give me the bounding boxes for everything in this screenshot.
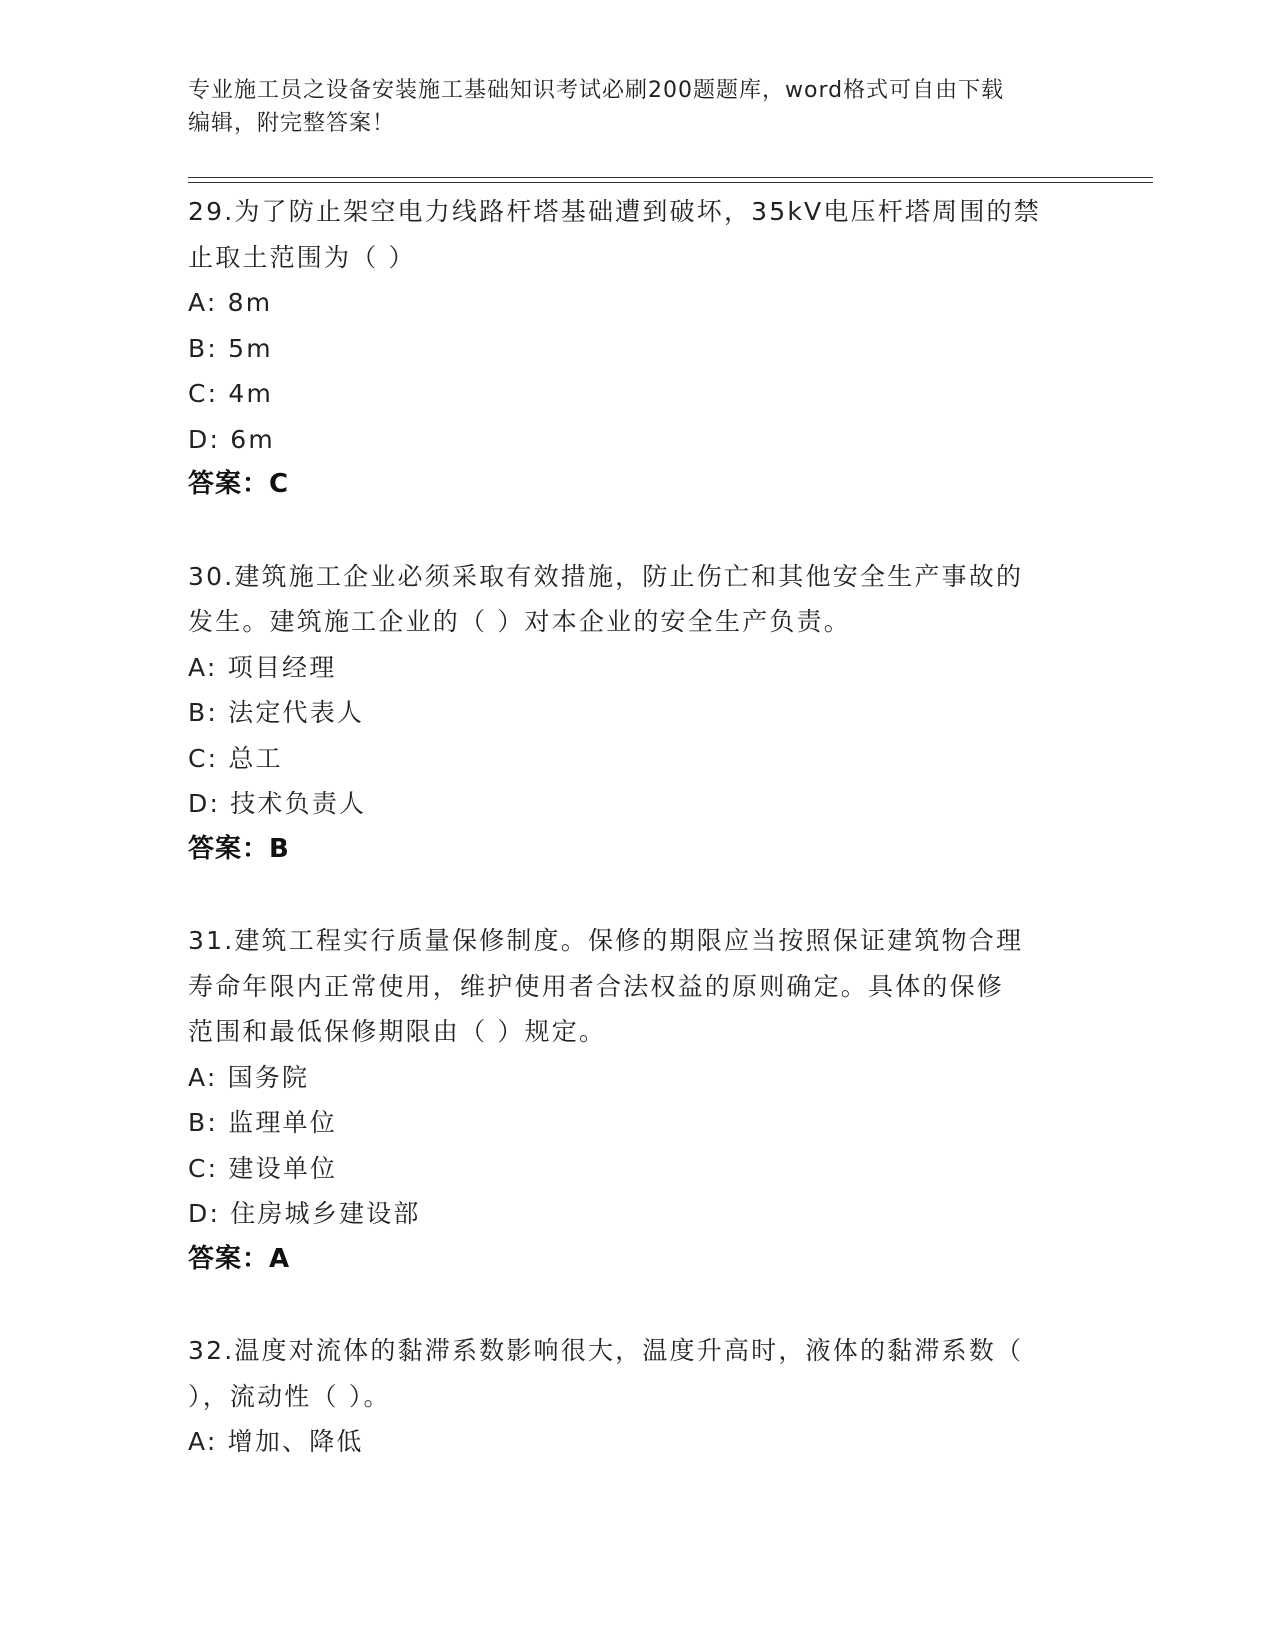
header-line-1: 专业施工员之设备安装施工基础知识考试必刷200题题库，word格式可自由下载	[188, 78, 1005, 103]
option-a: A: 增加、降低	[188, 1427, 364, 1456]
option-b: B: 监理单位	[188, 1108, 337, 1137]
option-c: C: 建设单位	[188, 1153, 338, 1183]
question-32	[188, 1328, 1088, 1465]
document-header	[188, 74, 1068, 140]
option-b: B: 5m	[188, 333, 273, 363]
question-30	[188, 554, 1088, 873]
option-d: D: 技术负责人	[188, 789, 367, 818]
question-text-line: 寿命年限内正常使用，维护使用者合法权益的原则确定。具体的保修	[188, 971, 1005, 1001]
question-text-line: 31.建筑工程实行质量保修制度。保修的期限应当按照保证建筑物合理	[188, 926, 1024, 955]
option-c: C: 4m	[188, 379, 274, 408]
question-text-line: 29.为了防止架空电力线路杆塔基础遭到破坏，35kV电压杆塔周围的禁	[188, 197, 1041, 226]
option-d: D: 住房城乡建设部	[188, 1199, 421, 1228]
answer: 答案：A	[188, 1243, 291, 1274]
option-a: A: 项目经理	[188, 652, 337, 682]
question-text-line: 范围和最低保修期限由（ ）规定。	[188, 1017, 607, 1046]
option-a: A: 8m	[188, 288, 273, 317]
option-d: D: 6m	[188, 424, 275, 454]
option-b: B: 法定代表人	[188, 698, 365, 727]
header-line-2: 编辑，附完整答案！	[188, 111, 396, 136]
option-a: A: 国务院	[188, 1062, 310, 1092]
question-31	[188, 918, 1088, 1282]
header-divider	[188, 177, 1153, 183]
question-text-line: 32.温度对流体的黏滞系数影响很大，温度升高时，液体的黏滞系数（	[188, 1336, 1024, 1365]
answer: 答案：B	[188, 833, 290, 864]
option-c: C: 总工	[188, 743, 283, 773]
question-29	[188, 189, 1088, 508]
question-text-line: 止取土范围为（ ）	[188, 242, 416, 272]
question-text-line: ），流动性（ ）。	[188, 1381, 391, 1411]
question-text-line: 30.建筑施工企业必须采取有效措施，防止伤亡和其他安全生产事故的	[188, 561, 1024, 591]
question-list	[188, 189, 1088, 1511]
answer: 答案：C	[188, 469, 290, 499]
question-text-line: 发生。建筑施工企业的（ ）对本企业的安全生产负责。	[188, 607, 851, 636]
